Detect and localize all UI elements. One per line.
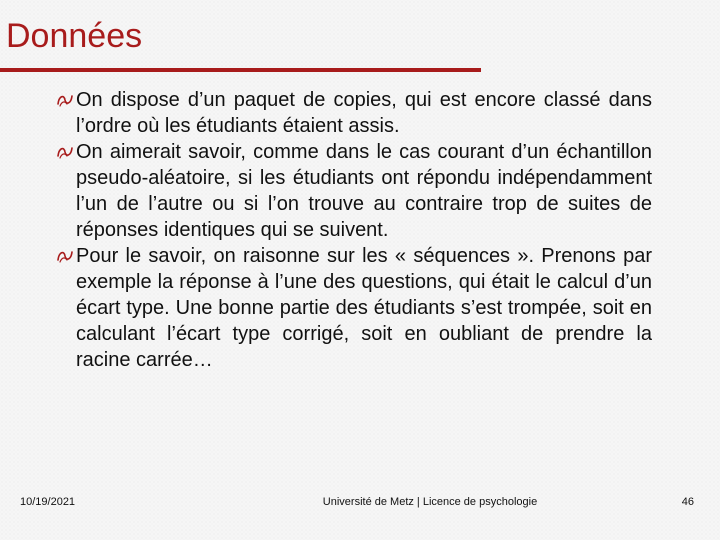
bullet-text: Pour le savoir, on raisonne sur les « séquences ». Prenons par exemple la réponse à l’une des questions, qui était le calcul d’un écart type. Une bonne partie des étudiants s’est trompée, soit en calculant l’écart type corrigé, soit en oubliant de prendre la racine carrée… — [76, 245, 652, 371]
footer-date: 10/19/2021 — [20, 496, 76, 508]
bullet-item — [56, 87, 652, 139]
swirl-bullet-icon — [56, 92, 74, 108]
swirl-bullet-icon — [56, 144, 74, 160]
bullet-item — [56, 243, 652, 373]
bullet-text: On aimerait savoir, comme dans le cas courant d’un échantillon pseudo-aléatoire, si les étudiants ont répondu indépendamment l’un de l’autre ou si l’on trouve au contraire trop de suites de réponses identiques qui se suivent. — [76, 141, 652, 241]
bullet-list — [56, 87, 652, 373]
bullet-item — [56, 139, 652, 243]
bullet-text: On dispose d’un paquet de copies, qui est encore classé dans l’ordre où les étudiants étaient assis. — [76, 89, 652, 137]
footer-institution: Université de Metz | Licence de psychologie — [322, 496, 538, 508]
page-number: 46 — [681, 496, 694, 508]
slide-title: Données — [6, 17, 143, 55]
title-underline — [0, 68, 481, 72]
swirl-bullet-icon — [56, 248, 74, 264]
